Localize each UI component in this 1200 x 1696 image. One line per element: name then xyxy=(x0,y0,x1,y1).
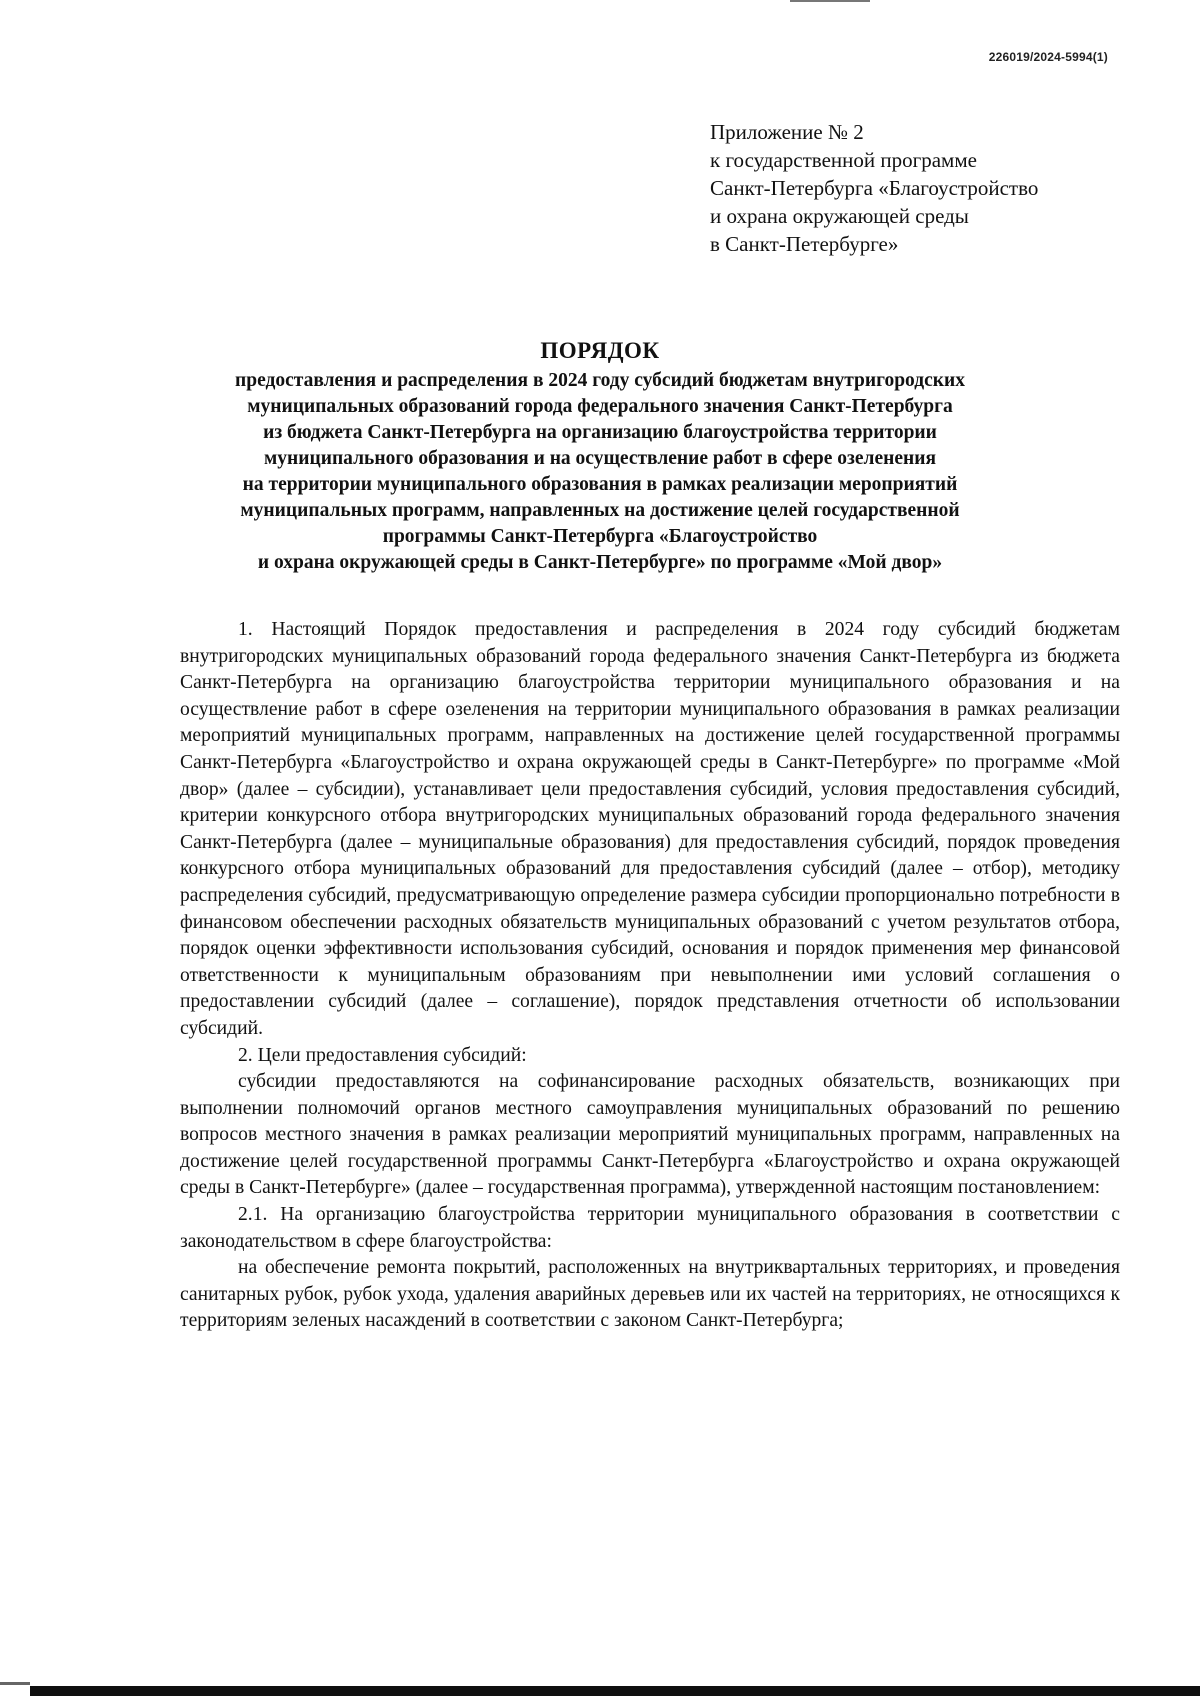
title-line: предоставления и распределения в 2024 году субсидий бюджетам внутригородских xyxy=(235,370,965,391)
title-heading: ПОРЯДОК xyxy=(540,338,660,363)
document-id: 226019/2024-5994(1) xyxy=(988,50,1108,64)
scan-artifact-bottom xyxy=(30,1686,1200,1696)
appendix-line: к государственной программе xyxy=(710,148,977,172)
paragraph-1: 1. Настоящий Порядок предоставления и распределения в 2024 году субсидий бюджетам внутригородских муниципальных образований города федерального значения Санкт-Петербурга из бюджета Санкт-Петербурга на организацию благоустройства территории муниципального образования и на осуществление работ в сфере озеленения на территории муниципального образования в рамках реализации мероприятий муниципальных программ, направленных на достижение целей государственной программы Санкт-Петербурга «Благоустройство и охрана окружающей среды в Санкт-Петербурге» по программе «Мой двор» (далее – субсидии), устанавливает цели предоставления субсидий, условия предоставления субсидий, критерии конкурсного отбора внутригородских муниципальных образований города федерального значения Санкт-Петербурга (далее – муниципальные образования) для предоставления субсидий, порядок проведения конкурсного отбора муниципальных образований для предоставления субсидий (далее – отбор), методику распределения субсидий, предусматривающую определение размера субсидии пропорционально потребности в финансовом обеспечении расходных обязательств муниципальных образований с учетом результатов отбора, порядок оценки эффективности использования субсидий, основания и порядок применения мер финансовой ответственности к муниципальным образованиям при невыполнении ими условий соглашения о предоставлении субсидий (далее – соглашение), порядок представления отчетности об использовании субсидий. xyxy=(180,619,1120,1039)
appendix-line: Санкт-Петербурга «Благоустройство xyxy=(710,176,1039,200)
appendix-line: и охрана окружающей среды xyxy=(710,204,969,228)
paragraph-2: 2. Цели предоставления субсидий: xyxy=(238,1044,527,1066)
title-line: из бюджета Санкт-Петербурга на организацию благоустройства территории xyxy=(263,422,937,443)
title-line: муниципальных образований города федерального значения Санкт-Петербурга xyxy=(247,396,953,417)
paragraph-2-text: субсидии предоставляются на софинансирование расходных обязательств, возникающих при выполнении полномочий органов местного самоуправления муниципальных образований по решению вопросов местного значения в рамках реализации мероприятий муниципальных программ, направленных на достижение целей государственной программы Санкт-Петербурга «Благоустройство и охрана окружающей среды в Санкт-Петербурге» (далее – государственная программа), утвержденной настоящим постановлением: xyxy=(180,1071,1120,1199)
document-title xyxy=(180,336,1020,576)
appendix-line: в Санкт-Петербурге» xyxy=(710,232,899,256)
title-subtitle xyxy=(180,368,1020,576)
title-line: и охрана окружающей среды в Санкт-Петербурге» по программе «Мой двор» xyxy=(257,552,943,573)
appendix-block xyxy=(710,118,1038,258)
title-line: программы Санкт-Петербурга «Благоустройство xyxy=(382,526,818,547)
title-line: на территории муниципального образования в рамках реализации мероприятий xyxy=(242,474,958,495)
appendix-line: Приложение № 2 xyxy=(710,120,864,144)
scan-artifact-top xyxy=(790,0,870,2)
scan-artifact-bottom-left xyxy=(0,1682,30,1685)
title-line: муниципального образования и на осуществление работ в сфере озеленения xyxy=(263,448,937,469)
title-line: муниципальных программ, направленных на достижение целей государственной xyxy=(240,500,960,521)
document-body xyxy=(180,617,1120,1335)
paragraph-2-1-item: на обеспечение ремонта покрытий, расположенных на внутриквартальных территориях, и проведения санитарных рубок, рубок ухода, удаления аварийных деревьев или их частей на территориях, не относящихся к территориям зеленых насаждений в соответствии с законом Санкт-Петербурга; xyxy=(180,1257,1120,1332)
paragraph-2-1: 2.1. На организацию благоустройства территории муниципального образования в соответствии с законодательством в сфере благоустройства: xyxy=(180,1204,1120,1252)
